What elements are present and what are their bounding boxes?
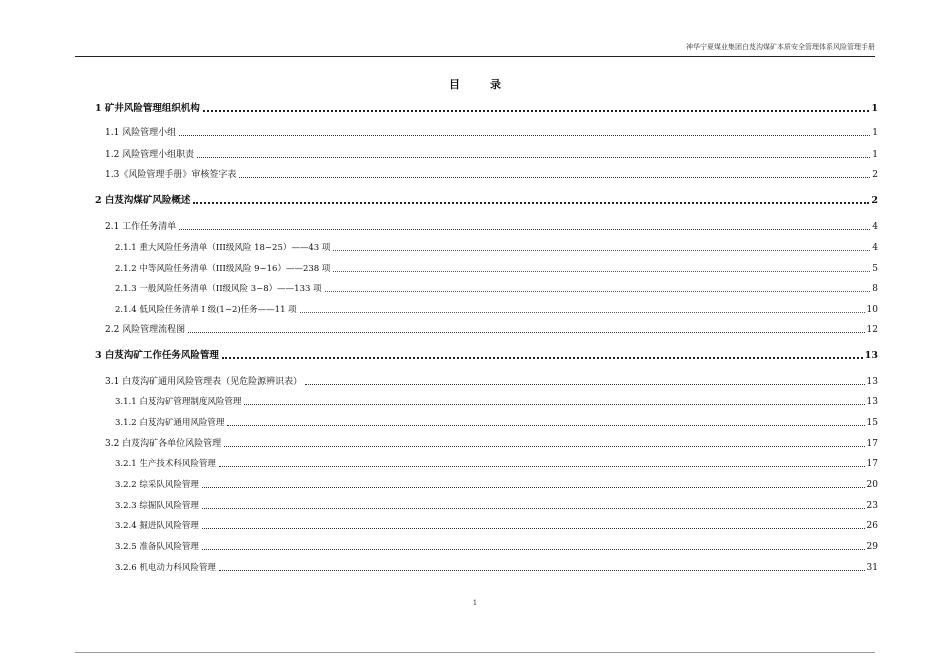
toc-entry-page: 13	[866, 377, 878, 387]
toc-entry-page: 17	[866, 439, 878, 449]
toc-entry-label: 3.2 白芨沟矿各单位风险管理	[105, 439, 222, 449]
toc-entry[interactable]	[95, 518, 878, 532]
header-rule	[75, 56, 875, 57]
toc-entry-page: 2	[872, 170, 878, 180]
toc-entry-label: 3.1.1 白芨沟矿管理制度风险管理	[115, 397, 242, 407]
toc-entry[interactable]	[95, 436, 878, 450]
toc-entry-label: 2.1.2 中等风险任务清单（III级风险 9~16）——238 项	[115, 264, 331, 274]
toc-entry-page: 2	[871, 195, 878, 206]
toc-entry-page: 29	[866, 542, 878, 552]
toc-entry[interactable]	[95, 539, 878, 553]
toc-entry-label: 2.2 风险管理流程图	[105, 325, 186, 335]
toc-entry-label: 3.2.3 综掘队风险管理	[115, 501, 199, 511]
toc-entry[interactable]	[95, 302, 878, 316]
toc-entry[interactable]	[95, 498, 878, 512]
toc-title-left: 目	[449, 78, 460, 91]
toc-entry-label: 2.1.4 低风险任务清单 I 级(1~2)任务——11 项	[115, 305, 297, 315]
toc-entry-label: 3 白芨沟矿工作任务风险管理	[95, 350, 219, 361]
toc-entry-label: 3.1 白芨沟矿通用风险管理表（见危险源辨识表）	[105, 377, 303, 387]
toc-entry-label: 3.2.1 生产技术科风险管理	[115, 459, 216, 469]
toc-entry[interactable]	[95, 261, 878, 275]
toc-entry[interactable]	[95, 415, 878, 429]
toc-entry-label: 3.2.4 掘进队风险管理	[115, 521, 199, 531]
toc-entry-page: 1	[871, 103, 878, 114]
toc-entry[interactable]	[95, 193, 878, 207]
toc-entry-label: 3.1.2 白芨沟矿通用风险管理	[115, 418, 225, 428]
toc-entry-label: 1 矿井风险管理组织机构	[95, 103, 200, 114]
toc-entry-page: 13	[866, 397, 878, 407]
toc-entry-label: 1.2 风险管理小组职责	[105, 150, 195, 160]
toc-entry[interactable]	[95, 560, 878, 574]
toc-entry-page: 5	[872, 264, 878, 274]
toc-entry[interactable]	[95, 167, 878, 181]
toc-entry-page: 8	[872, 284, 878, 294]
running-header: 神华宁夏煤业集团白芨沟煤矿本质安全管理体系风险管理手册	[686, 43, 875, 51]
page-number: 1	[472, 599, 478, 607]
toc-entry-page: 13	[864, 350, 878, 361]
toc-entry-page: 17	[866, 459, 878, 469]
toc-title-right: 录	[490, 78, 501, 91]
toc-entry[interactable]	[95, 240, 878, 254]
toc-entry[interactable]	[95, 322, 878, 336]
toc-entry[interactable]	[95, 477, 878, 491]
toc-entry[interactable]	[95, 219, 878, 233]
toc-entry-label: 3.2.6 机电动力科风险管理	[115, 563, 216, 573]
toc-entry-label: 2.1 工作任务清单	[105, 222, 177, 232]
toc-entry-page: 4	[872, 222, 878, 232]
toc-entry[interactable]	[95, 125, 878, 139]
toc-entry-label: 1.3《风险管理手册》审核签字表	[105, 170, 237, 180]
toc-entry-label: 2.1.1 重大风险任务清单（III级风险 18~25）——43 项	[115, 243, 331, 253]
toc-title	[0, 76, 950, 92]
toc-entry-page: 1	[872, 128, 878, 138]
toc-entry-label: 3.2.2 综采队风险管理	[115, 480, 199, 490]
toc-entry-page: 1	[872, 150, 878, 160]
toc-entry[interactable]	[95, 394, 878, 408]
toc-entry-page: 4	[872, 243, 878, 253]
toc-entry[interactable]	[95, 348, 878, 362]
toc-entry[interactable]	[95, 281, 878, 295]
toc-entry-page: 23	[866, 501, 878, 511]
toc-entry-label: 3.2.5 准备队风险管理	[115, 542, 199, 552]
toc-entry-label: 1.1 风险管理小组	[105, 128, 177, 138]
toc-entry-page: 15	[866, 418, 878, 428]
toc-entry-label: 2 白芨沟煤矿风险概述	[95, 195, 191, 206]
toc-entry[interactable]	[95, 456, 878, 470]
footer-rule	[75, 652, 875, 653]
toc-entry-page: 10	[866, 305, 878, 315]
toc-entry-page: 31	[866, 563, 878, 573]
toc-entry-page: 26	[866, 521, 878, 531]
toc-entry[interactable]	[95, 101, 878, 115]
toc-entry-label: 2.1.3 一般风险任务清单（II级风险 3~8）——133 项	[115, 284, 322, 294]
toc-entry[interactable]	[95, 147, 878, 161]
toc-entry-page: 20	[866, 480, 878, 490]
toc-entry-page: 12	[866, 325, 878, 335]
toc-entry[interactable]	[95, 374, 878, 388]
